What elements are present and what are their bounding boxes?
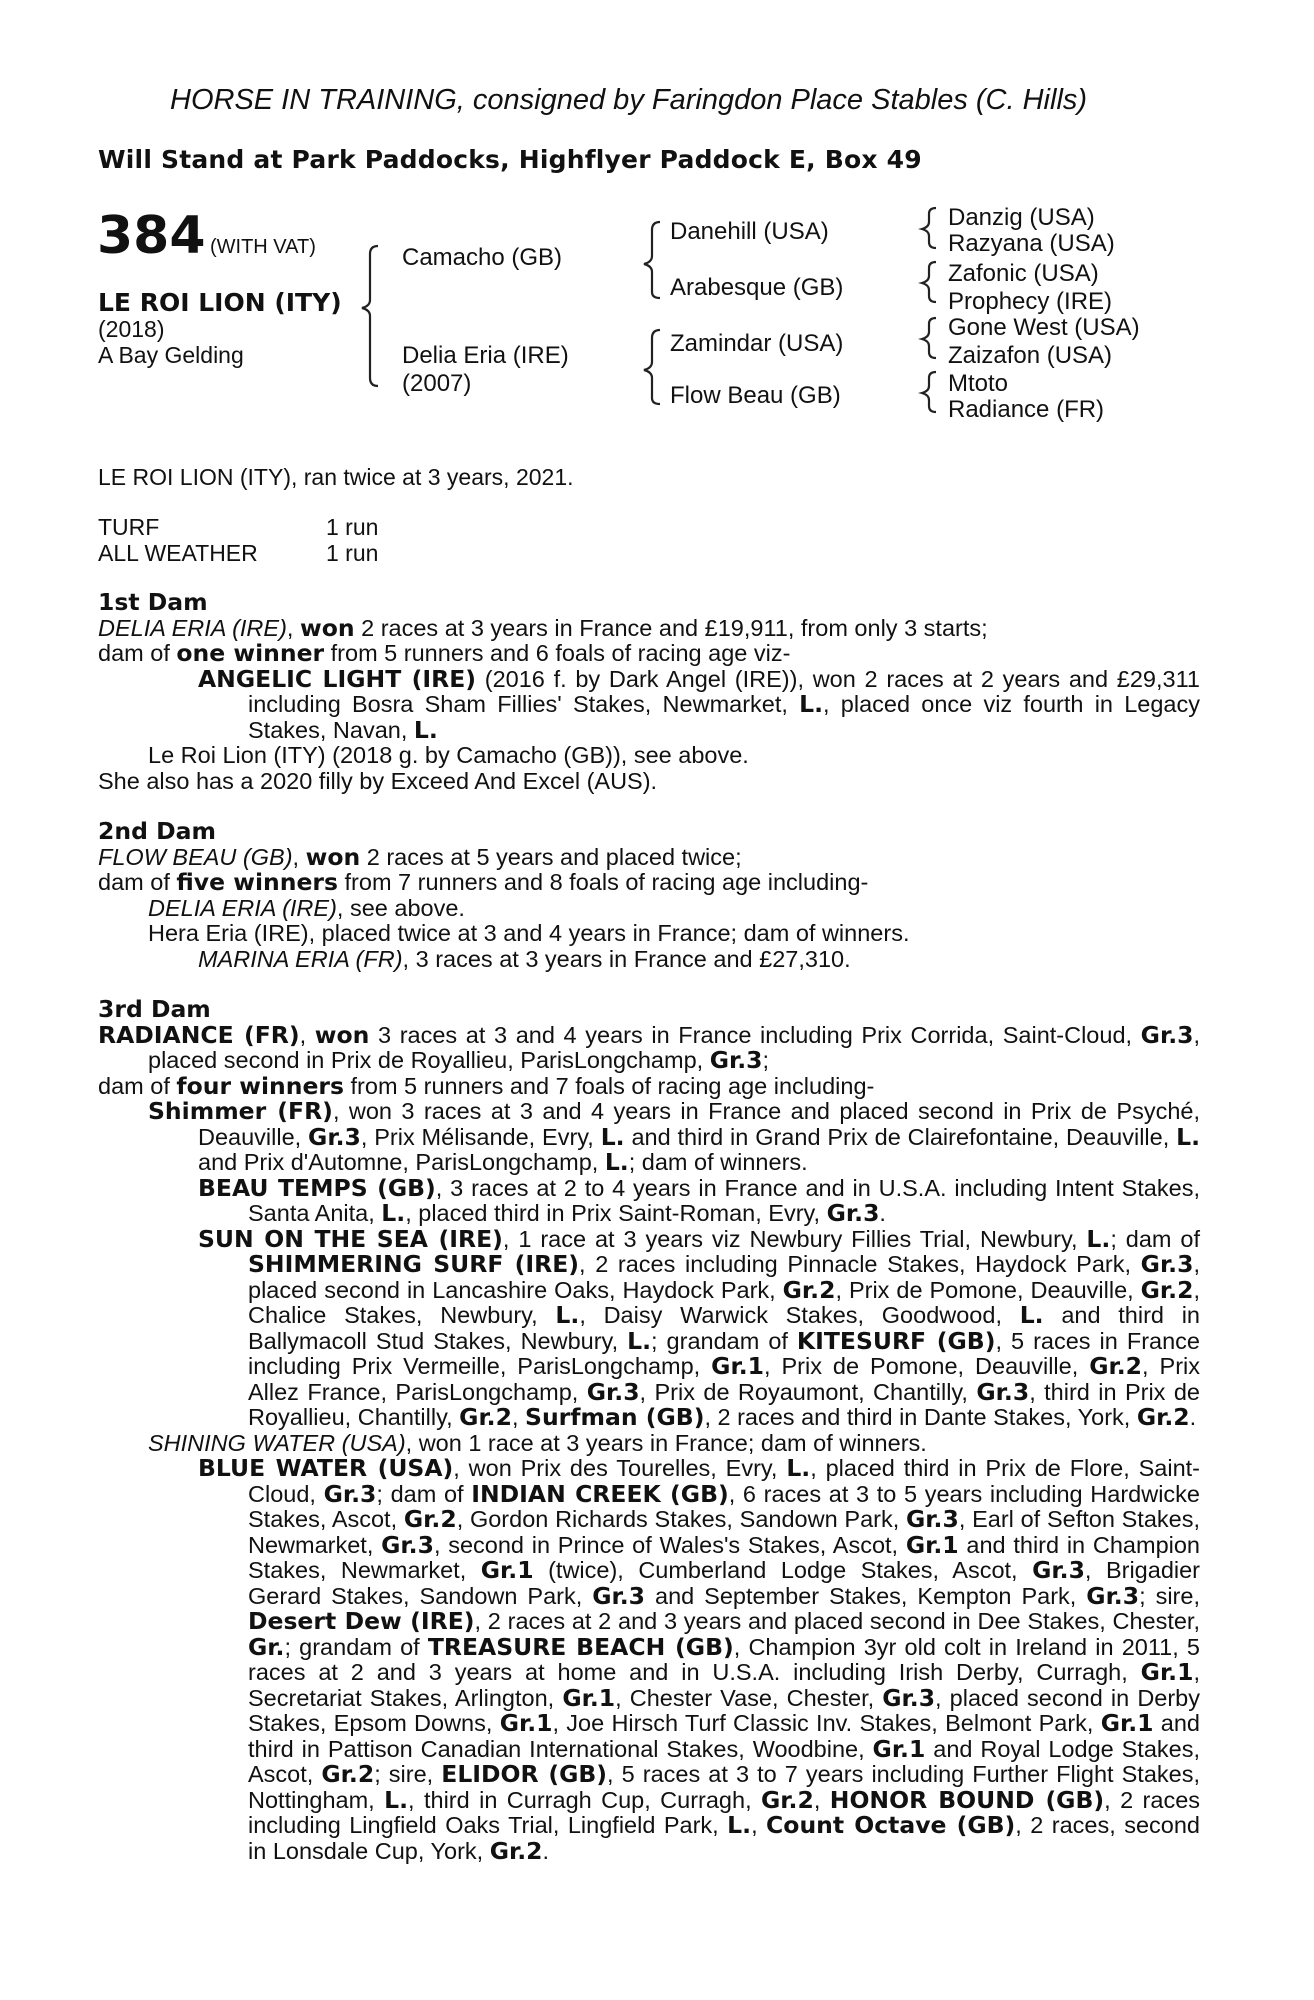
race-record-summary: LE ROI LION (ITY), ran twice at 3 years, 2021. (98, 464, 574, 490)
pedigree-ds-dam: Zaizafon (USA) (948, 342, 1113, 369)
pedigree-sd-dam: Prophecy (IRE) (948, 288, 1113, 315)
pedigree-sire-sire: Danehill (USA) (670, 218, 829, 245)
produce-beau-temps: BEAU TEMPS (GB), 3 races at 2 to 4 years in France and in U.S.A. including Intent Stakes, Santa Anita, L., placed third in Prix Saint-Roman, Evry, Gr.3. (198, 1173, 1200, 1227)
second-dam-produce-line: dam of five winners from 7 runners and 8 foals of racing age including- (98, 868, 869, 896)
second-dam-heading: 2nd Dam (98, 817, 216, 845)
pedigree-dam: Delia Eria (IRE) (402, 342, 569, 369)
pedigree-braces (0, 0, 1314, 440)
produce-hera-eria: Hera Eria (IRE), placed twice at 3 and 4 years in France; dam of winners. (148, 920, 910, 946)
produce-marina-eria: MARINA ERIA (FR), 3 races at 3 years in France and £27,310. (198, 945, 851, 972)
first-dam-line: DELIA ERIA (IRE), won 2 races at 3 years in France and £19,911, from only 3 starts; (98, 613, 988, 642)
third-dam-radiance: RADIANCE (FR), won 3 races at 3 and 4 years in France including Prix Corrida, Saint-Cloud, Gr.3, placed second in Prix de Royallieu, ParisLongchamp, Gr.3; (98, 1020, 1201, 1074)
pedigree-sire-dam: Arabesque (GB) (670, 274, 844, 301)
produce-shining-water: SHINING WATER (USA), won 1 race at 3 years in France; dam of winners. (148, 1429, 927, 1456)
stand-location: Will Stand at Park Paddocks, Highflyer Paddock E, Box 49 (98, 145, 922, 174)
turf-runs: 1 run (326, 514, 379, 540)
page-title: HORSE IN TRAINING, consigned by Faringdon Place Stables (C. Hills) (170, 84, 1088, 116)
first-dam-section (98, 590, 1200, 794)
pedigree-dam-sire: Zamindar (USA) (670, 330, 844, 357)
produce-angelic-light: ANGELIC LIGHT (IRE) (2016 f. by Dark Angel (IRE)), won 2 races at 2 years and £29,311 including Bosra Sham Fillies' Stakes, Newmarket, L., placed once viz fourth in Legacy Stakes, Navan, L. (198, 664, 1200, 744)
third-dam-section (98, 997, 1200, 1864)
pedigree-dd-dam: Radiance (FR) (948, 396, 1105, 423)
produce-blue-water: BLUE WATER (USA), won Prix des Tourelles, Evry, L., placed third in Prix de Flore, Saint-Cloud, Gr.3; dam of INDIAN CREEK (GB), 6 races at 3 to 5 years including Hardwicke Stakes, Ascot, Gr.2, Gordon Richards Stakes, Sandown Park, Gr.3, Earl of Sefton Stakes, Newmarket, Gr.3, second in Prince of Wales's Stakes, Ascot, Gr.1 and third in Champion Stakes, Newmarket, Gr.1 (twice), Cumberland Lodge Stakes, Ascot, Gr.3, Brigadier Gerard Stakes, Sandown Park, Gr.3 and September Stakes, Kempton Park, Gr.3; sire, Desert Dew (IRE), 2 races at 2 and 3 years and placed second in Dee Stakes, Chester, Gr.; grandam of TREASURE BEACH (GB), Champion 3yr old colt in Ireland in 2011, 5 races at 2 and 3 years at home and in U.S.A. including Irish Derby, Curragh, Gr.1, Secretariat Stakes, Arlington, Gr.1, Chester Vase, Chester, Gr.3, placed second in Derby Stakes, Epsom Downs, Gr.1, Joe Hirsch Turf Classic Inv. Stakes, Belmont Park, Gr.1 and third in Pattison Canadian International Stakes, Woodbine, Gr.1 and Royal Lodge Stakes, Ascot, Gr.2; sire, ELIDOR (GB), 5 races at 3 to 7 years including Further Flight Stakes, Nottingham, L., third in Curragh Cup, Curragh, Gr.2, HONOR BOUND (GB), 2 races including Lingfield Oaks Trial, Lingfield Park, L., Count Octave (GB), 2 races, second in Lonsdale Cup, York, Gr.2. (198, 1454, 1201, 1865)
pedigree-dam-year: (2007) (402, 370, 472, 397)
lot-number: 384 (97, 206, 206, 266)
pedigree-ss-dam: Razyana (USA) (948, 230, 1115, 257)
horse-description: A Bay Gelding (98, 342, 244, 368)
first-dam-heading: 1st Dam (98, 588, 208, 616)
pedigree-ds-sire: Gone West (USA) (948, 314, 1140, 341)
pedigree-sd-sire: Zafonic (USA) (948, 260, 1099, 287)
produce-sun-on-the-sea: SUN ON THE SEA (IRE), 1 race at 3 years viz Newbury Fillies Trial, Newbury, L.; dam of SHIMMERING SURF (IRE), 2 races including Pinnacle Stakes, Haydock Park, Gr.3, placed second in Lancashire Oaks, Haydock Park, Gr.2, Prix de Pomone, Deauville, Gr.2, Chalice Stakes, Newbury, L., Daisy Warwick Stakes, Goodwood, L. and third in Ballymacoll Stud Stakes, Newbury, L.; grandam of KITESURF (GB), 5 races in France including Prix Vermeille, ParisLongchamp, Gr.1, Prix de Pomone, Deauville, Gr.2, Prix Allez France, ParisLongchamp, Gr.3, Prix de Royaumont, Chantilly, Gr.3, third in Prix de Royallieu, Chantilly, Gr.2, Surfman (GB), 2 races and third in Dante Stakes, York, Gr.2. (198, 1224, 1200, 1431)
all-weather-label: ALL WEATHER (98, 540, 258, 566)
produce-delia-eria: DELIA ERIA (IRE), see above. (148, 894, 465, 921)
horse-name: LE ROI LION (ITY) (98, 288, 342, 317)
produce-shimmer: Shimmer (FR), won 3 races at 3 and 4 years in France and placed second in Prix de Psyché, Deauville, Gr.3, Prix Mélisande, Evry, L. and third in Grand Prix de Clairefontaine, Deauville, L. and Prix d'Automne, ParisLongchamp, L.; dam of winners. (148, 1097, 1200, 1176)
second-dam-section (98, 819, 1200, 972)
first-dam-also: She also has a 2020 filly by Exceed And Excel (AUS). (98, 767, 658, 794)
pedigree-dam-dam: Flow Beau (GB) (670, 382, 841, 409)
first-dam-produce-line: dam of one winner from 5 runners and 6 foals of racing age viz- (98, 639, 791, 667)
horse-year: (2018) (98, 316, 165, 342)
turf-label: TURF (98, 514, 160, 540)
vat-label: (WITH VAT) (210, 236, 316, 258)
pedigree-dd-sire: Mtoto (948, 370, 1009, 397)
third-dam-heading: 3rd Dam (98, 995, 211, 1023)
second-dam-line: FLOW BEAU (GB), won 2 races at 5 years and placed twice; (98, 842, 742, 871)
pedigree-ss-sire: Danzig (USA) (948, 204, 1095, 231)
produce-le-roi-lion: Le Roi Lion (ITY) (2018 g. by Camacho (GB)), see above. (148, 742, 749, 768)
third-dam-produce-line: dam of four winners from 5 runners and 7 foals of racing age including- (98, 1071, 875, 1100)
pedigree-sire: Camacho (GB) (402, 244, 563, 271)
all-weather-runs: 1 run (326, 540, 379, 566)
